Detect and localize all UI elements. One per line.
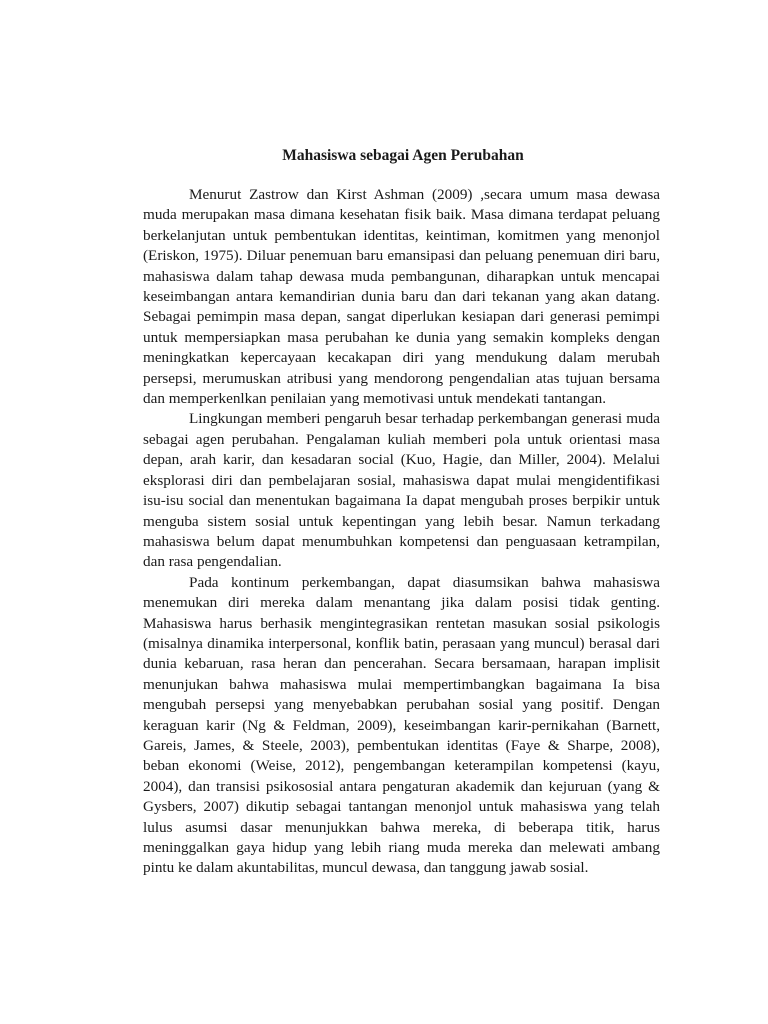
- document-body: [143, 185, 660, 879]
- page-title: Mahasiswa sebagai Agen Perubahan: [282, 147, 524, 164]
- paragraph-1: Menurut Zastrow dan Kirst Ashman (2009) ,secara umum masa dewasa muda merupakan masa dimana kesehatan fisik baik. Masa dimana terdapat peluang berkelanjutan untuk pembentukan identitas, keintiman, komitmen yang menonjol (Eriskon, 1975). Diluar penemuan baru emansipasi dan peluang penemuan diri baru, mahasiswa dalam tahap dewasa muda pembangunan, diharapkan untuk mencapai keseimbangan antara kemandirian dunia baru dan dari tekanan yang akan datang. Sebagai pemimpin masa depan, sangat diperlukan kesiapan dari generasi pemimpi untuk mempersiapkan masa perubahan ke dunia yang semakin kompleks dengan meningkatkan kepercayaan kecakapan diri yang mendukung dalam merubah persepsi, merumuskan atribusi yang mendorong pengendalian atas tujuan bersama dan memperkenlkan penilaian yang memotivasi untuk mendekati tantangan.: [143, 186, 660, 408]
- paragraph-2: Lingkungan memberi pengaruh besar terhadap perkembangan generasi muda sebagai agen perubahan. Pengalaman kuliah memberi pola untuk orientasi masa depan, arah karir, dan kesadaran social (Kuo, Hagie, dan Miller, 2004). Melalui eksplorasi diri dan pembelajaran sosial, mahasiswa dapat mulai mengidentifikasi isu-isu social dan menentukan bagaimana Ia dapat mengubah proses berpikir untuk menguba sistem sosial untuk kepentingan yang lebih besar. Namun terkadang mahasiswa belum dapat menumbuhkan kompetensi dan penguasaan ketrampilan, dan rasa pengendalian.: [143, 410, 660, 571]
- paragraph-3: Pada kontinum perkembangan, dapat diasumsikan bahwa mahasiswa menemukan diri mereka dalam menantang jika dalam posisi tidak genting. Mahasiswa harus berhasik mengintegrasikan rentetan masukan sosial psikologis (misalnya dinamika interpersonal, konflik batin, perasaan yang muncul) berasal dari dunia kebaruan, rasa heran dan pencerahan. Secara bersamaan, harapan implisit menunjukan bahwa mahasiswa mulai mempertimbangkan bagaimana Ia bisa mengubah persepsi yang menyebabkan perubahan sosial yang positif. Dengan keraguan karir (Ng & Feldman, 2009), keseimbangan karir-pernikahan (Barnett, Gareis, James, & Steele, 2003), pembentukan identitas (Faye & Sharpe, 2008), beban ekonomi (Weise, 2012), pengembangan keterampilan kompetensi (kayu, 2004), dan transisi psikososial antara pengaturan akademik dan kejuruan (yang & Gysbers, 2007) dikutip sebagai tantangan menonjol untuk mahasiswa yang telah lulus asumsi dasar menunjukkan bahwa mereka, di beberapa titik, harus meninggalkan gaya hidup yang lebih riang muda mereka dan melewati ambang pintu ke dalam akuntabilitas, muncul dewasa, dan tanggung jawab sosial.: [143, 573, 660, 877]
